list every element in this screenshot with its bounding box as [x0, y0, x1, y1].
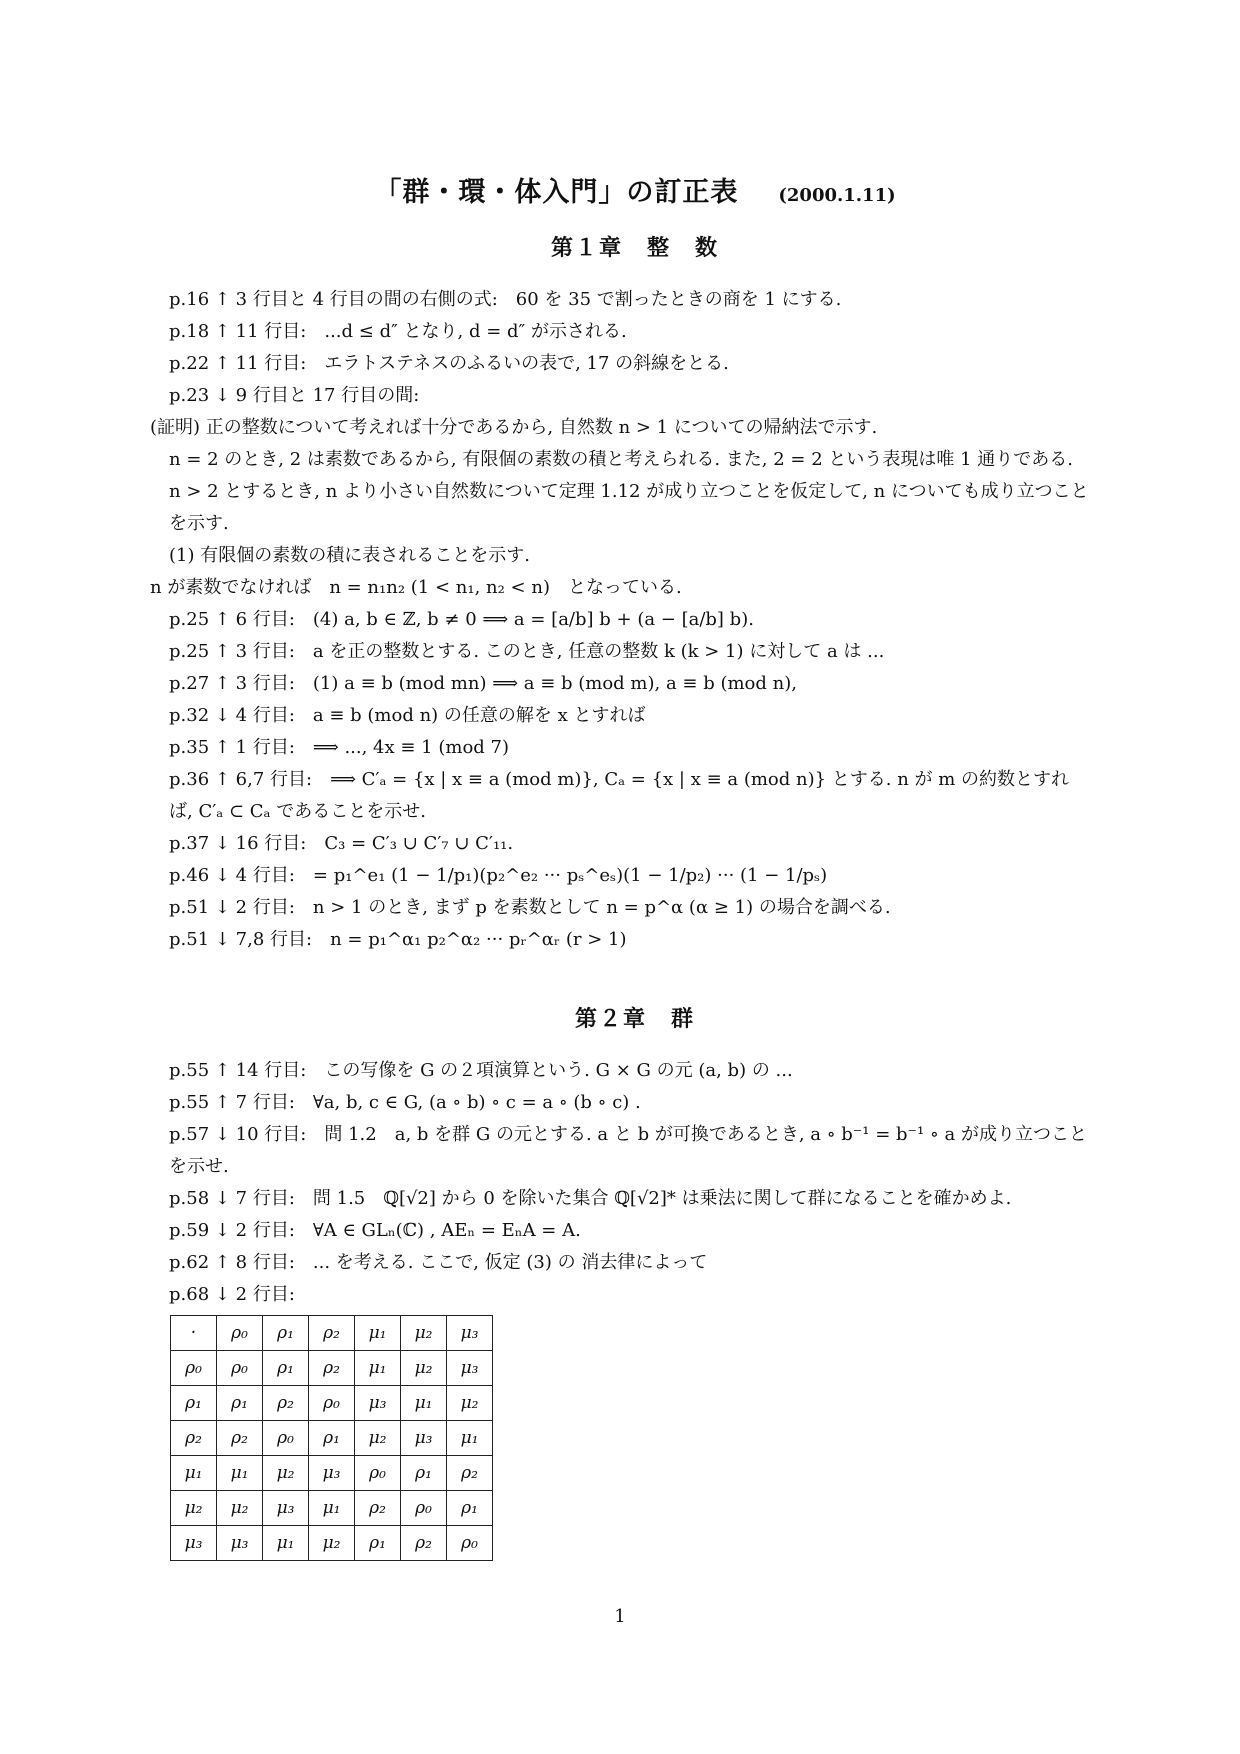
table-cell: μ₁: [171, 1456, 217, 1491]
proof-line: (証明) 正の整数について考えれば十分であるから, 自然数 n > 1 についての帰納法で示す.: [150, 417, 878, 438]
proof-line: n が素数でなければ n = n₁n₂ (1 < n₁, n₂ < n) となっている.: [150, 577, 682, 598]
table-cell: μ₁: [355, 1316, 401, 1351]
table-cell: ρ₀: [217, 1316, 263, 1351]
table-cell: μ₂: [447, 1386, 493, 1421]
page-number: 1: [614, 1606, 626, 1627]
table-row: [171, 1526, 493, 1561]
chapter1-corrections: [150, 284, 1090, 956]
table-cell: ρ₂: [217, 1421, 263, 1456]
table-cell: ρ₀: [171, 1351, 217, 1386]
table-cell: μ₃: [309, 1456, 355, 1491]
table-cell: ρ₂: [171, 1421, 217, 1456]
table-cell: ρ₂: [401, 1526, 447, 1561]
correction-line: p.55 ↑ 7 行目: ∀a, b, c ∈ G, (a ∘ b) ∘ c = a ∘ (b ∘ c) .: [169, 1092, 641, 1113]
errata-page: [150, 170, 1090, 1561]
table-cell: ρ₀: [217, 1351, 263, 1386]
table-cell: ρ₁: [309, 1421, 355, 1456]
table-cell: ρ₀: [447, 1526, 493, 1561]
table-cell: μ₃: [401, 1421, 447, 1456]
correction-line: p.23 ↓ 9 行目と 17 行目の間:: [169, 385, 420, 406]
table-cell: μ₂: [217, 1491, 263, 1526]
correction-line: p.25 ↑ 3 行目: a を正の整数とする. このとき, 任意の整数 k (k > 1) に対して a は ...: [169, 641, 885, 662]
proof-line: (1) 有限個の素数の積に表されることを示す.: [169, 545, 530, 566]
table-cell: μ₁: [217, 1456, 263, 1491]
table-cell: ρ₁: [401, 1456, 447, 1491]
correction-line: p.25 ↑ 6 行目: (4) a, b ∈ ℤ, b ≠ 0 ⟹ a = [a/b] b + (a − [a/b] b).: [169, 609, 754, 630]
table-cell: μ₃: [447, 1351, 493, 1386]
table-cell: μ₃: [355, 1386, 401, 1421]
correction-line: p.22 ↑ 11 行目: エラトステネスのふるいの表で, 17 の斜線をとる.: [169, 353, 729, 374]
proof-line: n = 2 のとき, 2 は素数であるから, 有限個の素数の積と考えられる. また, 2 = 2 という表現は唯 1 通りである.: [169, 449, 1074, 470]
title-date: (2000.1.11): [778, 185, 896, 206]
correction-line: p.58 ↓ 7 行目: 問 1.5 ℚ[√2] から 0 を除いた集合 ℚ[√2]* は乗法に関して群になることを確かめよ.: [169, 1188, 1012, 1209]
table-cell: ρ₀: [401, 1491, 447, 1526]
correction-line: p.16 ↑ 3 行目と 4 行目の間の右側の式: 60 を 35 で割ったときの商を 1 にする.: [169, 289, 842, 310]
correction-line: p.18 ↑ 11 行目: ...d ≤ d″ となり, d = d″ が示される.: [169, 321, 627, 342]
cayley-table: [170, 1315, 493, 1561]
correction-line: p.35 ↑ 1 行目: ⟹ ..., 4x ≡ 1 (mod 7): [169, 737, 509, 758]
table-cell: ρ₁: [263, 1316, 309, 1351]
chapter1-heading: 第１章 整 数: [550, 236, 719, 261]
table-cell: μ₃: [447, 1316, 493, 1351]
table-row: [171, 1491, 493, 1526]
chapter2-heading: 第２章 群: [574, 1007, 695, 1032]
correction-line: p.37 ↓ 16 行目: C₃ = C′₃ ∪ C′₇ ∪ C′₁₁.: [169, 833, 514, 854]
table-cell: μ₃: [263, 1491, 309, 1526]
table-cell: ρ₂: [263, 1386, 309, 1421]
chapter2-corrections: [150, 1055, 1090, 1311]
table-cell: μ₁: [355, 1351, 401, 1386]
table-cell: ·: [171, 1316, 217, 1351]
table-cell: ρ₁: [217, 1386, 263, 1421]
title-text: 「群・環・体入門」の訂正表: [374, 177, 739, 208]
correction-line: p.57 ↓ 10 行目: 問 1.2 a, b を群 G の元とする. a と b が可換であるとき, a ∘ b⁻¹ = b⁻¹ ∘ a が成り立つことを示せ.: [169, 1124, 1087, 1177]
document-title: [180, 170, 1090, 209]
table-cell: ρ₀: [309, 1386, 355, 1421]
table-cell: ρ₁: [171, 1386, 217, 1421]
table-row: [171, 1386, 493, 1421]
table-cell: ρ₀: [263, 1421, 309, 1456]
correction-line: p.36 ↑ 6,7 行目: ⟹ C′ₐ = {x | x ≡ a (mod m)}, Cₐ = {x | x ≡ a (mod n)} とする. n が m の約数とすれば, C′ₐ ⊂ Cₐ であることを示せ.: [169, 769, 1070, 822]
correction-line: p.59 ↓ 2 行目: ∀A ∈ GLₙ(ℂ) , AEₙ = EₙA = A.: [169, 1220, 581, 1241]
correction-line: p.62 ↑ 8 行目: ... を考える. ここで, 仮定 (3) の 消去律によって: [169, 1252, 708, 1273]
table-cell: μ₁: [309, 1491, 355, 1526]
table-cell: μ₂: [171, 1491, 217, 1526]
table-cell: μ₂: [355, 1421, 401, 1456]
table-cell: ρ₂: [355, 1491, 401, 1526]
table-cell: ρ₀: [355, 1456, 401, 1491]
correction-line: p.55 ↑ 14 行目: この写像を G の２項演算という. G × G の元 (a, b) の ...: [169, 1060, 793, 1081]
correction-line: p.27 ↑ 3 行目: (1) a ≡ b (mod mn) ⟹ a ≡ b (mod m), a ≡ b (mod n),: [169, 673, 797, 694]
table-cell: μ₃: [171, 1526, 217, 1561]
table-cell: ρ₁: [355, 1526, 401, 1561]
table-cell: μ₁: [263, 1526, 309, 1561]
correction-line: p.51 ↓ 2 行目: n > 1 のとき, まず p を素数として n = p^α (α ≥ 1) の場合を調べる.: [169, 897, 891, 918]
table-row: [171, 1351, 493, 1386]
table-cell: ρ₁: [263, 1351, 309, 1386]
table-cell: μ₁: [447, 1421, 493, 1456]
table-cell: μ₂: [309, 1526, 355, 1561]
table-cell: μ₂: [401, 1351, 447, 1386]
table-cell: μ₂: [401, 1316, 447, 1351]
correction-line: p.51 ↓ 7,8 行目: n = p₁^α₁ p₂^α₂ ··· pᵣ^αᵣ (r > 1): [169, 929, 627, 950]
correction-line: p.32 ↓ 4 行目: a ≡ b (mod n) の任意の解を x とすれば: [169, 705, 646, 726]
correction-line: p.46 ↓ 4 行目: = p₁^e₁ (1 − 1/p₁)(p₂^e₂ ··· pₛ^eₛ)(1 − 1/p₂) ··· (1 − 1/pₛ): [169, 865, 828, 886]
table-cell: μ₁: [401, 1386, 447, 1421]
proof-line: n > 2 とするとき, n より小さい自然数について定理 1.12 が成り立つことを仮定して, n についても成り立つことを示す.: [169, 481, 1089, 534]
correction-line: p.68 ↓ 2 行目:: [169, 1284, 295, 1305]
table-row: [171, 1316, 493, 1351]
table-cell: ρ₂: [447, 1456, 493, 1491]
table-cell: ρ₂: [309, 1316, 355, 1351]
table-cell: μ₂: [263, 1456, 309, 1491]
table-cell: μ₃: [217, 1526, 263, 1561]
table-cell: ρ₁: [447, 1491, 493, 1526]
table-row: [171, 1421, 493, 1456]
table-cell: ρ₂: [309, 1351, 355, 1386]
table-row: [171, 1456, 493, 1491]
